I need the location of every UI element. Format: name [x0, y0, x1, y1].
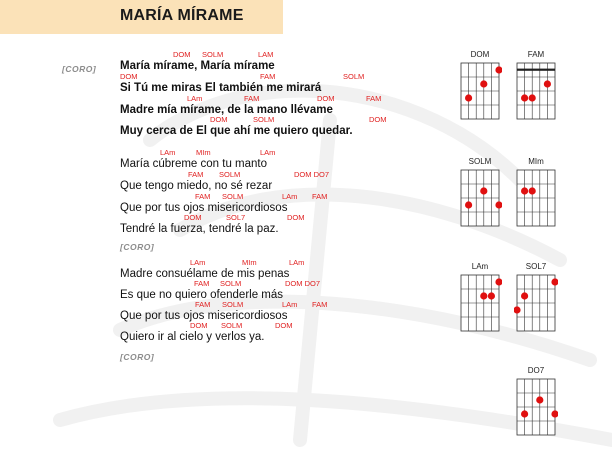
chord-diagram-solm: [458, 157, 502, 229]
chord-label: FAM: [260, 72, 276, 81]
chord-label: SOLM: [222, 192, 244, 201]
chord-label: LAm: [289, 258, 305, 267]
chord-label: DOM: [120, 72, 138, 81]
finger-dot: [521, 187, 528, 194]
chord-label: LAm: [190, 258, 206, 267]
chord-label: DOM: [369, 115, 387, 124]
chord-label: FAM: [194, 279, 210, 288]
lyric-text: Tendré la fuerza, tendré la paz.: [120, 223, 279, 235]
lyric-line: [0, 321, 440, 345]
lyric-line: [0, 170, 440, 194]
diagram-label: FAM: [527, 50, 545, 59]
lyric-text: Si Tú me miras El también me mirará: [120, 82, 322, 94]
chord-label: LAM: [258, 50, 274, 59]
coro-label-left: [CORO]: [62, 64, 97, 74]
finger-dot: [465, 201, 472, 208]
chord-label: SOLM: [202, 50, 224, 59]
lyric-text: Madre consuélame de mis penas: [120, 268, 290, 280]
lyric-text: Quiero ir al cielo y verlos ya.: [120, 331, 265, 343]
lyric-text: Que por tus ojos misericordiosos: [120, 310, 288, 322]
chord-diagram-fam: [514, 50, 558, 122]
lyric-line: [0, 50, 440, 74]
fretboard: [514, 168, 558, 228]
chord-label: FAM: [312, 192, 328, 201]
chord-label: DOM DO7: [285, 279, 321, 288]
song-title: MARÍA MÍRAME: [120, 7, 244, 24]
lyric-text: Que tengo miedo, no sé rezar: [120, 180, 273, 192]
chord-label: SOLM: [220, 279, 242, 288]
finger-dot: [480, 292, 487, 299]
chord-label: DOM: [190, 321, 208, 330]
chord-label: LAm: [260, 148, 276, 157]
fretboard: [458, 273, 502, 333]
finger-dot: [544, 80, 551, 87]
chord-label: SOL7: [226, 213, 246, 222]
fretboard: [458, 61, 502, 121]
chord-label: DOM: [317, 94, 335, 103]
fretboard: [458, 168, 502, 228]
chord-label: DOM: [287, 213, 305, 222]
lyric-text: Que por tus ojos misericordiosos: [120, 202, 288, 214]
lyric-text: María mírame, María mírame: [120, 60, 275, 72]
chord-label: SOLM: [221, 321, 243, 330]
diagram-label: SOLM: [468, 157, 492, 166]
fretboard: [514, 273, 558, 333]
finger-dot: [529, 94, 536, 101]
chord-label: FAM: [244, 94, 260, 103]
finger-dot: [465, 94, 472, 101]
chord-label: DOM: [210, 115, 228, 124]
chord-label: FAM: [188, 170, 204, 179]
chord-label: MIm: [242, 258, 257, 267]
diagram-label: MIm: [528, 157, 544, 166]
lyric-text: Madre mía mírame, de la mano llévame: [120, 104, 333, 116]
finger-dot: [521, 410, 528, 417]
chord-label: LAm: [282, 192, 298, 201]
chord-diagram-lam: [458, 262, 502, 334]
chord-label: SOLM: [222, 300, 244, 309]
lyric-line: [0, 148, 440, 172]
chord-label: FAM: [195, 300, 211, 309]
fretboard: [514, 61, 558, 121]
chord-label: MIm: [196, 148, 211, 157]
chord-label: DOM: [184, 213, 202, 222]
chord-label: DOM: [275, 321, 293, 330]
fretboard: [514, 377, 558, 437]
diagram-label: SOL7: [525, 262, 547, 271]
finger-dot: [521, 292, 528, 299]
lyric-line: [0, 115, 440, 139]
chord-label: SOLM: [219, 170, 241, 179]
lyric-text: Muy cerca de El que ahí me quiero quedar.: [120, 125, 353, 137]
chord-label: LAm: [282, 300, 298, 309]
chord-label: FAM: [312, 300, 328, 309]
chord-label: FAM: [195, 192, 211, 201]
finger-dot: [488, 292, 495, 299]
chord-diagram-mim: [514, 157, 558, 229]
coro-label: [CORO]: [120, 352, 155, 362]
finger-dot: [480, 187, 487, 194]
chord-diagram-do7: [514, 366, 558, 438]
chord-label: LAm: [160, 148, 176, 157]
chord-label: FAM: [366, 94, 382, 103]
chord-label: LAm: [187, 94, 203, 103]
finger-dot: [480, 80, 487, 87]
chord-label: SOLM: [253, 115, 275, 124]
barre-bar: [517, 69, 555, 71]
chord-diagram-sol7: [514, 262, 558, 334]
lyric-line: [0, 72, 440, 96]
chord-label: DOM: [173, 50, 191, 59]
lyric-text: Es que no quiero ofenderle más: [120, 289, 284, 301]
lyric-text: María cúbreme con tu manto: [120, 158, 268, 170]
finger-dot: [536, 396, 543, 403]
diagram-label: DOM: [470, 50, 490, 59]
chord-diagram-dom: [458, 50, 502, 122]
finger-dot: [529, 187, 536, 194]
chord-label: SOLM: [343, 72, 365, 81]
chord-label: DOM DO7: [294, 170, 330, 179]
lyric-line: [0, 213, 440, 237]
diagram-label: DO7: [527, 366, 545, 375]
diagram-label: LAm: [471, 262, 489, 271]
coro-label: [CORO]: [120, 242, 155, 252]
finger-dot: [521, 94, 528, 101]
